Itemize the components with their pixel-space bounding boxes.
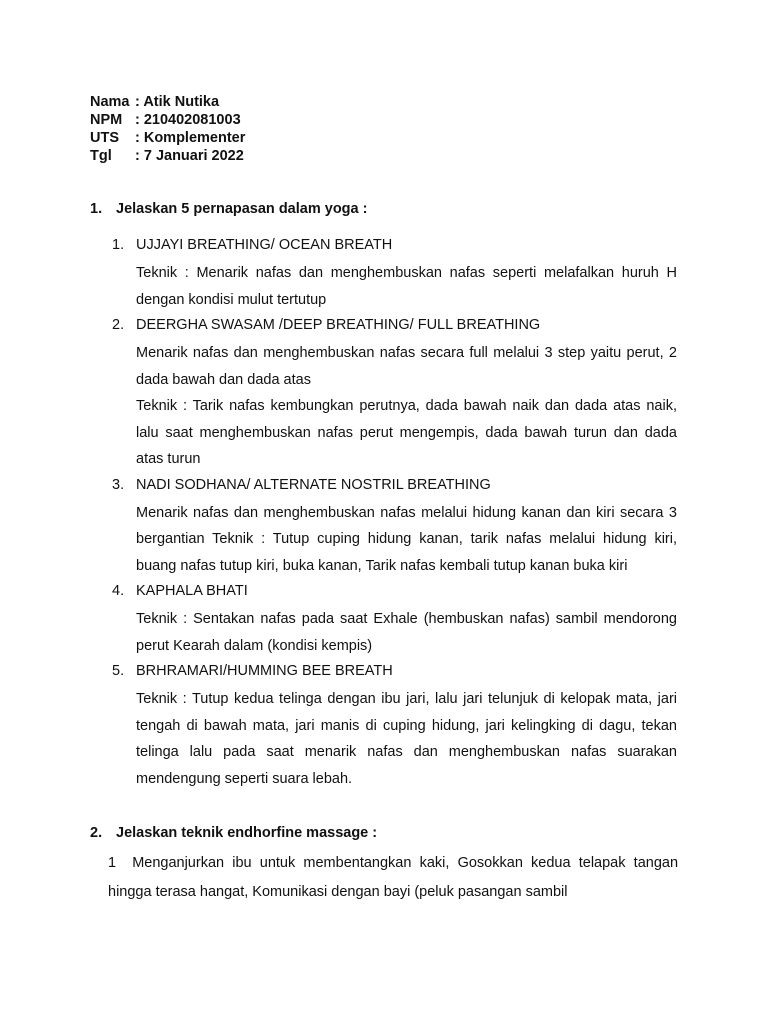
item-paragraph: Menarik nafas dan menghembuskan nafas secara full melalui 3 step yaitu perut, 2 dada bawah dan dada atas bbox=[136, 345, 677, 388]
item-text: Menganjurkan ibu untuk membentangkan kaki, Gosokkan kedua telapak tangan hingga terasa hangat, Komunikasi dengan bayi (peluk pasangan sambil bbox=[108, 855, 679, 900]
item-number: 4. bbox=[112, 583, 125, 599]
header-label: Nama bbox=[90, 94, 130, 110]
question-text: Jelaskan 5 pernapasan dalam yoga : bbox=[116, 201, 368, 217]
list-item bbox=[112, 313, 678, 473]
item-paragraph: Menarik nafas dan menghembuskan nafas melalui hidung kanan dan kiri secara 3 bergantian Teknik : Tutup cuping hidung kanan, tarik nafas melalui hidung kiri, buang nafas tutup kiri, buka kanan, Tarik nafas kembali tutup kanan buka kiri bbox=[136, 504, 677, 574]
student-header bbox=[90, 93, 245, 165]
breathing-list bbox=[112, 233, 678, 792]
list-item bbox=[112, 473, 678, 580]
item-paragraph: Teknik : Menarik nafas dan menghembuskan nafas seperti melafalkan huruh H dengan kondisi mulut tertutup bbox=[136, 265, 677, 308]
item-number: 5. bbox=[112, 663, 125, 679]
item-number: 2. bbox=[112, 317, 125, 333]
question-2-heading bbox=[90, 825, 377, 841]
item-title: NADI SODHANA/ ALTERNATE NOSTRIL BREATHING bbox=[136, 476, 491, 493]
item-paragraph: Teknik : Sentakan nafas pada saat Exhale (hembuskan nafas) sambil mendorong perut Kearah dalam (kondisi kempis) bbox=[136, 611, 677, 654]
item-paragraph: Teknik : Tutup kedua telinga dengan ibu jari, lalu jari telunjuk di kelopak mata, jari tengah di bawah mata, jari manis di cuping hidung, jari kelingking di dagu, tekan telinga lalu pada saat menarik nafas dan menghembuskan nafas suarakan mendengung seperti suara lebah. bbox=[136, 691, 677, 787]
question-text: Jelaskan teknik endhorfine massage : bbox=[116, 825, 378, 841]
header-row-npm bbox=[90, 111, 245, 129]
header-row-date bbox=[90, 147, 245, 165]
item-number: 1. bbox=[112, 237, 125, 253]
massage-list bbox=[108, 849, 678, 907]
list-item bbox=[112, 579, 678, 659]
header-label: Tgl bbox=[90, 148, 112, 164]
item-title: BRHRAMARI/HUMMING BEE BREATH bbox=[136, 663, 393, 679]
header-row-uts bbox=[90, 129, 245, 147]
item-title: UJJAYI BREATHING/ OCEAN BREATH bbox=[136, 237, 393, 253]
item-number: 3. bbox=[112, 476, 125, 493]
item-number: 1 bbox=[108, 855, 117, 871]
question-1-heading bbox=[90, 201, 367, 217]
list-item bbox=[112, 659, 678, 792]
question-number: 1. bbox=[90, 201, 103, 217]
header-label: UTS bbox=[90, 130, 119, 146]
header-label: NPM bbox=[90, 112, 123, 128]
header-value: : Atik Nutika bbox=[135, 94, 220, 110]
header-row-name bbox=[90, 93, 245, 111]
list-item bbox=[112, 233, 678, 313]
item-paragraph: Teknik : Tarik nafas kembungkan perutnya, dada bawah naik dan dada atas naik, lalu saat menghembuskan nafas perut mengempis, dada bawah turun dan dada atas turun bbox=[136, 398, 677, 467]
header-value: : 7 Januari 2022 bbox=[135, 148, 244, 164]
question-number: 2. bbox=[90, 825, 103, 841]
header-value: : Komplementer bbox=[135, 130, 246, 146]
list-item bbox=[108, 849, 678, 907]
item-title: KAPHALA BHATI bbox=[136, 583, 248, 599]
header-value: : 210402081003 bbox=[135, 112, 241, 128]
item-title: DEERGHA SWASAM /DEEP BREATHING/ FULL BREATHING bbox=[136, 317, 541, 333]
